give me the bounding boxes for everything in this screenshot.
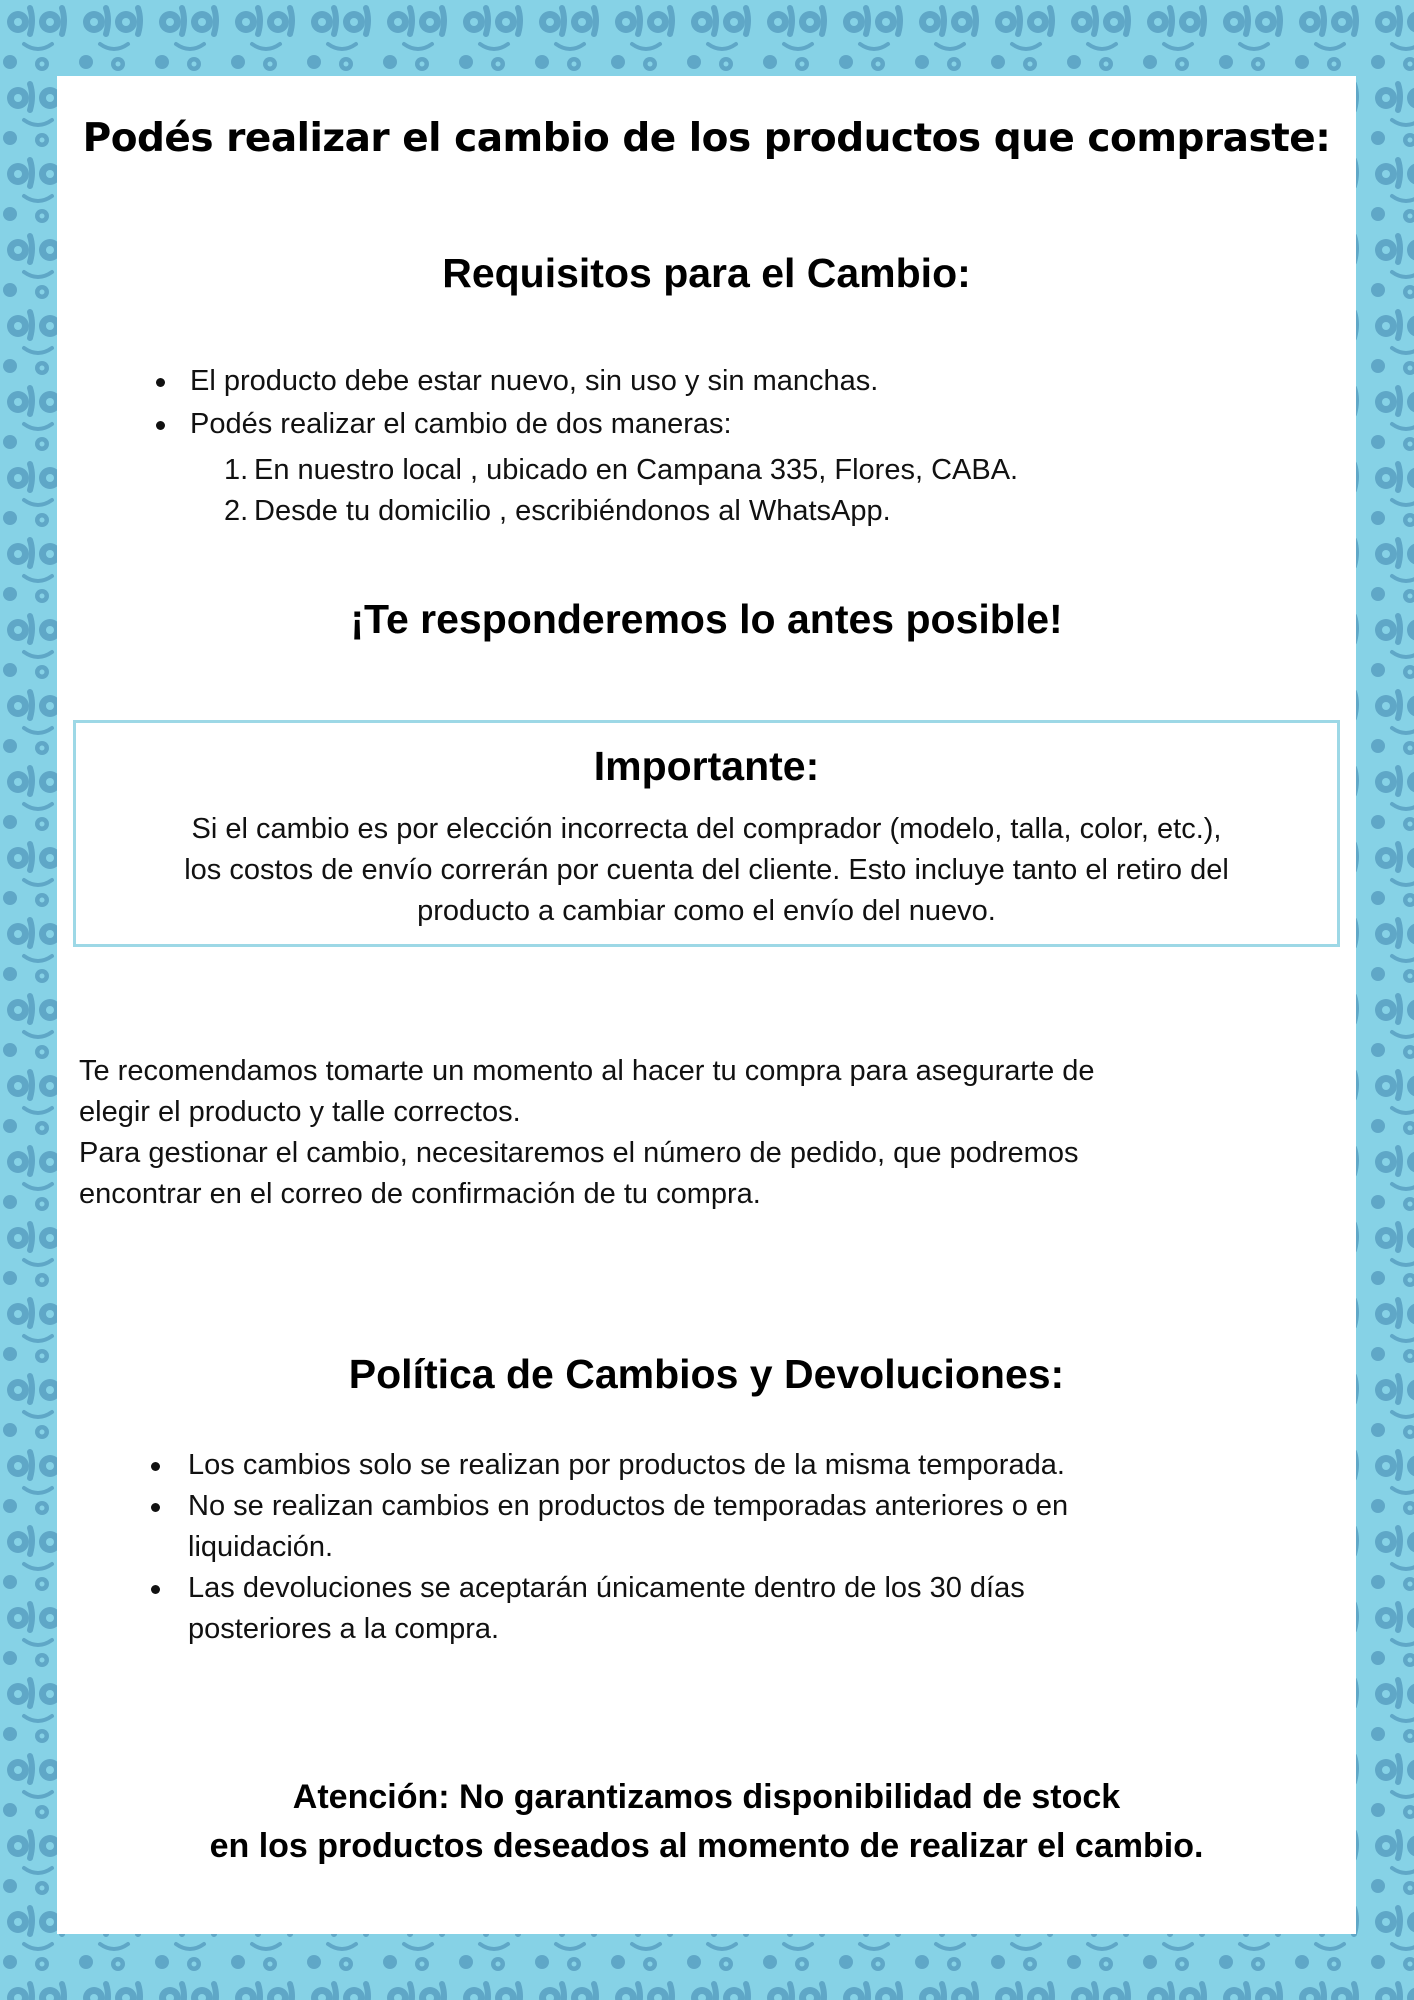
recommendation-text [79, 1051, 1329, 1215]
methods-list [169, 450, 1269, 532]
bullet-icon [151, 1462, 160, 1471]
list-item [132, 404, 1312, 445]
important-line: los costos de envío correrán por cuenta del cliente. Esto incluye tanto el retiro del [184, 854, 1229, 886]
list-item-text: posteriores a la compra. [188, 1613, 500, 1645]
list-item [129, 1568, 1309, 1650]
list-item-text: Podés realizar el cambio de dos maneras: [190, 408, 732, 440]
list-item-text: El producto debe estar nuevo, sin uso y sin manchas. [190, 365, 879, 397]
recommendation-line: encontrar en el correo de confirmación de tu compra. [79, 1178, 761, 1210]
recommendation-line: Te recomendamos tomarte un momento al hacer tu compra para asegurarte de [79, 1055, 1095, 1087]
list-item [129, 1445, 1309, 1486]
important-heading: Importante: [593, 743, 820, 789]
list-item-text: No se realizan cambios en productos de temporadas anteriores o en [188, 1490, 1069, 1522]
list-item [169, 491, 1269, 532]
list-item-text: Las devoluciones se aceptarán únicamente dentro de los 30 días [188, 1572, 1025, 1604]
attention-notice [57, 1773, 1356, 1871]
list-item [129, 1486, 1309, 1568]
recommendation-line: Para gestionar el cambio, necesitaremos el número de pedido, que podremos [79, 1137, 1079, 1169]
attention-line: en los productos deseados al momento de realizar el cambio. [209, 1827, 1204, 1865]
content-card [57, 76, 1356, 1934]
important-box [73, 720, 1340, 947]
list-item-text: liquidación. [188, 1531, 334, 1563]
policy-list [129, 1445, 1309, 1650]
important-line: producto a cambiar como el envío del nuevo. [417, 895, 996, 927]
requirements-heading: Requisitos para el Cambio: [442, 250, 971, 296]
recommendation-line: elegir el producto y talle correctos. [79, 1096, 521, 1128]
important-line: Si el cambio es por elección incorrecta del comprador (modelo, talla, color, etc.), [191, 813, 1222, 845]
main-title: Podés realizar el cambio de los productos que compraste: [82, 116, 1331, 161]
attention-line: Atención: No garantizamos disponibilidad de stock [292, 1778, 1121, 1816]
bullet-icon [151, 1585, 160, 1594]
important-text [76, 809, 1337, 932]
policy-heading: Política de Cambios y Devoluciones: [348, 1351, 1065, 1397]
requirements-list [132, 361, 1312, 447]
list-number: 1. [224, 454, 249, 486]
list-item-text: Desde tu domicilio , escribiéndonos al WhatsApp. [254, 495, 891, 527]
respond-heading: ¡Te responderemos lo antes posible! [350, 596, 1063, 642]
bullet-icon [156, 378, 165, 387]
bullet-icon [151, 1503, 160, 1512]
list-item-text: En nuestro local , ubicado en Campana 335, Flores, CABA. [254, 454, 1019, 486]
list-item [132, 361, 1312, 402]
list-item [169, 450, 1269, 491]
bullet-icon [156, 421, 165, 430]
list-item-text: Los cambios solo se realizan por productos de la misma temporada. [188, 1449, 1065, 1481]
list-number: 2. [224, 495, 249, 527]
